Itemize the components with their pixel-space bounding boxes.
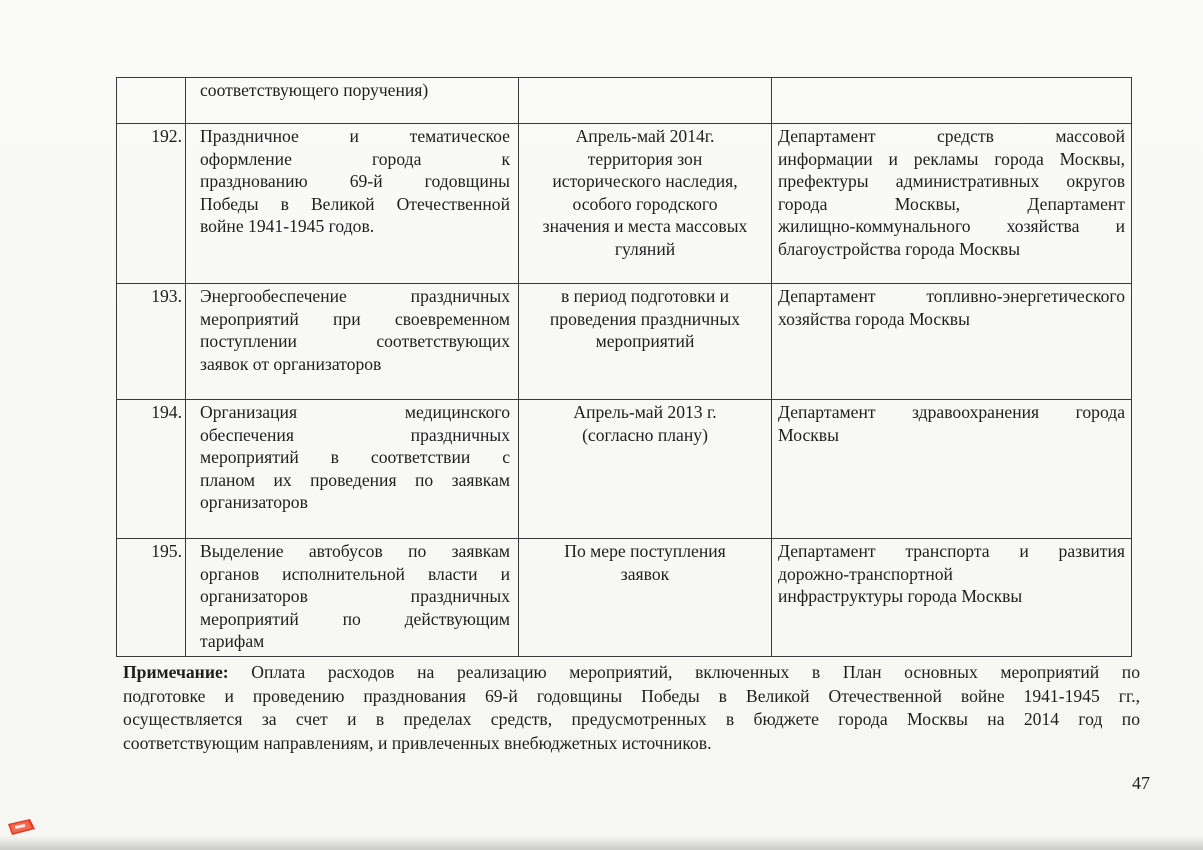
event-name-line: Энергообеспечение праздничных [200,286,510,306]
row-number [117,78,186,124]
note-line: соответствующим направлениям, и привлеченных внебюджетных источников. [123,732,712,753]
table-row [117,539,1132,657]
event-name-line: органов исполнительной власти и [200,563,510,584]
schedule-line: территория зон [587,148,703,169]
responsible-cell [772,124,1132,284]
event-name-cell [186,284,519,400]
event-name-line: войне 1941-1945 годов. [200,216,375,237]
schedule-cell [519,78,772,124]
note-text: Оплата расходов на реализацию мероприятий, включенных в План основных мероприятий по [228,662,1140,682]
note-line: осуществляется за счет и в пределах средств, предусмотренных в бюджете города Москвы на 2014 год по [123,709,1140,729]
row-number: 193. [117,284,186,400]
responsible-line: инфраструктуры города Москвы [778,586,1023,607]
responsible-cell [772,78,1132,124]
event-name-line: организаторов [200,492,308,513]
schedule-line: По мере поступления [564,541,726,561]
responsible-line: префектуры административных округов [778,171,1125,192]
schedule-line: Апрель-май 2014г. [575,126,715,146]
schedule-cell [519,124,772,284]
schedule-line: исторического наследия, [552,171,738,192]
event-name-line: соответствующего поручения) [200,80,429,100]
event-name-line: Организация медицинского [200,402,510,422]
event-name-cell [186,78,519,124]
event-name-line: оформление города к [200,148,510,169]
event-name-line: мероприятий в соответствии с [200,447,510,468]
responsible-line: Департамент топливно-энергетического [778,286,1125,306]
responsible-line: благоустройства города Москвы [778,238,1021,259]
schedule-line: гуляний [614,238,676,259]
event-name-line: заявок от организаторов [200,353,382,374]
table-row [117,284,1132,400]
event-name-cell [186,124,519,284]
event-name-line: Победы в Великой Отечественной [200,193,510,214]
event-name-line: Праздничное и тематическое [200,126,510,146]
table-row [117,78,1132,124]
event-name-line: празднованию 69-й годовщины [200,171,510,192]
responsible-cell [772,539,1132,657]
row-number: 192. [117,124,186,284]
event-name-cell [186,400,519,539]
event-name-line: тарифам [200,631,265,652]
schedule-line: в период подготовки и [560,286,730,306]
event-name-line: поступлении соответствующих [200,331,510,352]
schedule-line: проведения праздничных [549,308,741,329]
responsible-line: города Москвы, Департамент [778,193,1125,214]
note-line: подготовке и проведению празднования 69-й годовщины Победы в Великой Отечественной войне 1941-1945 гг., [123,685,1140,706]
page-number: 47 [1132,773,1150,793]
responsible-line: жилищно-коммунального хозяйства и [778,216,1125,237]
table-row [117,400,1132,539]
note-label: Примечание: [123,662,229,682]
schedule-line: заявок [620,563,670,584]
responsible-cell [772,284,1132,400]
schedule-line: Апрель-май 2013 г. [573,402,717,422]
responsible-line: Москвы [778,424,839,445]
event-name-line: мероприятий по действующим [200,608,510,629]
schedule-line: значения и места массовых [542,216,748,237]
event-name-line: Выделение автобусов по заявкам [200,541,510,561]
responsible-line: хозяйства города Москвы [778,308,970,329]
red-tag-icon [6,818,36,836]
responsible-line: информации и рекламы города Москвы, [778,148,1125,169]
responsible-cell [772,400,1132,539]
event-name-line: планом их проведения по заявкам [200,469,510,490]
schedule-cell [519,284,772,400]
event-name-line: организаторов праздничных [200,586,510,607]
scan-edge-shadow [0,836,1203,850]
row-number: 194. [117,400,186,539]
responsible-line: Департамент средств массовой [778,126,1125,146]
event-name-cell [186,539,519,657]
event-name-line: обеспечения праздничных [200,424,510,445]
note-paragraph [123,661,1140,755]
schedule-line: мероприятий [595,331,695,352]
schedule-cell [519,400,772,539]
events-table [116,77,1132,657]
schedule-line: (согласно плану) [582,424,708,445]
schedule-line: особого городского [572,193,718,214]
schedule-cell [519,539,772,657]
note-line [123,661,1140,685]
responsible-line: Департамент здравоохранения города [778,402,1125,422]
responsible-line: Департамент транспорта и развития [778,541,1125,561]
row-number: 195. [117,539,186,657]
event-name-line: мероприятий при своевременном [200,308,510,329]
responsible-line: дорожно-транспортной [778,563,953,584]
table-row [117,124,1132,284]
